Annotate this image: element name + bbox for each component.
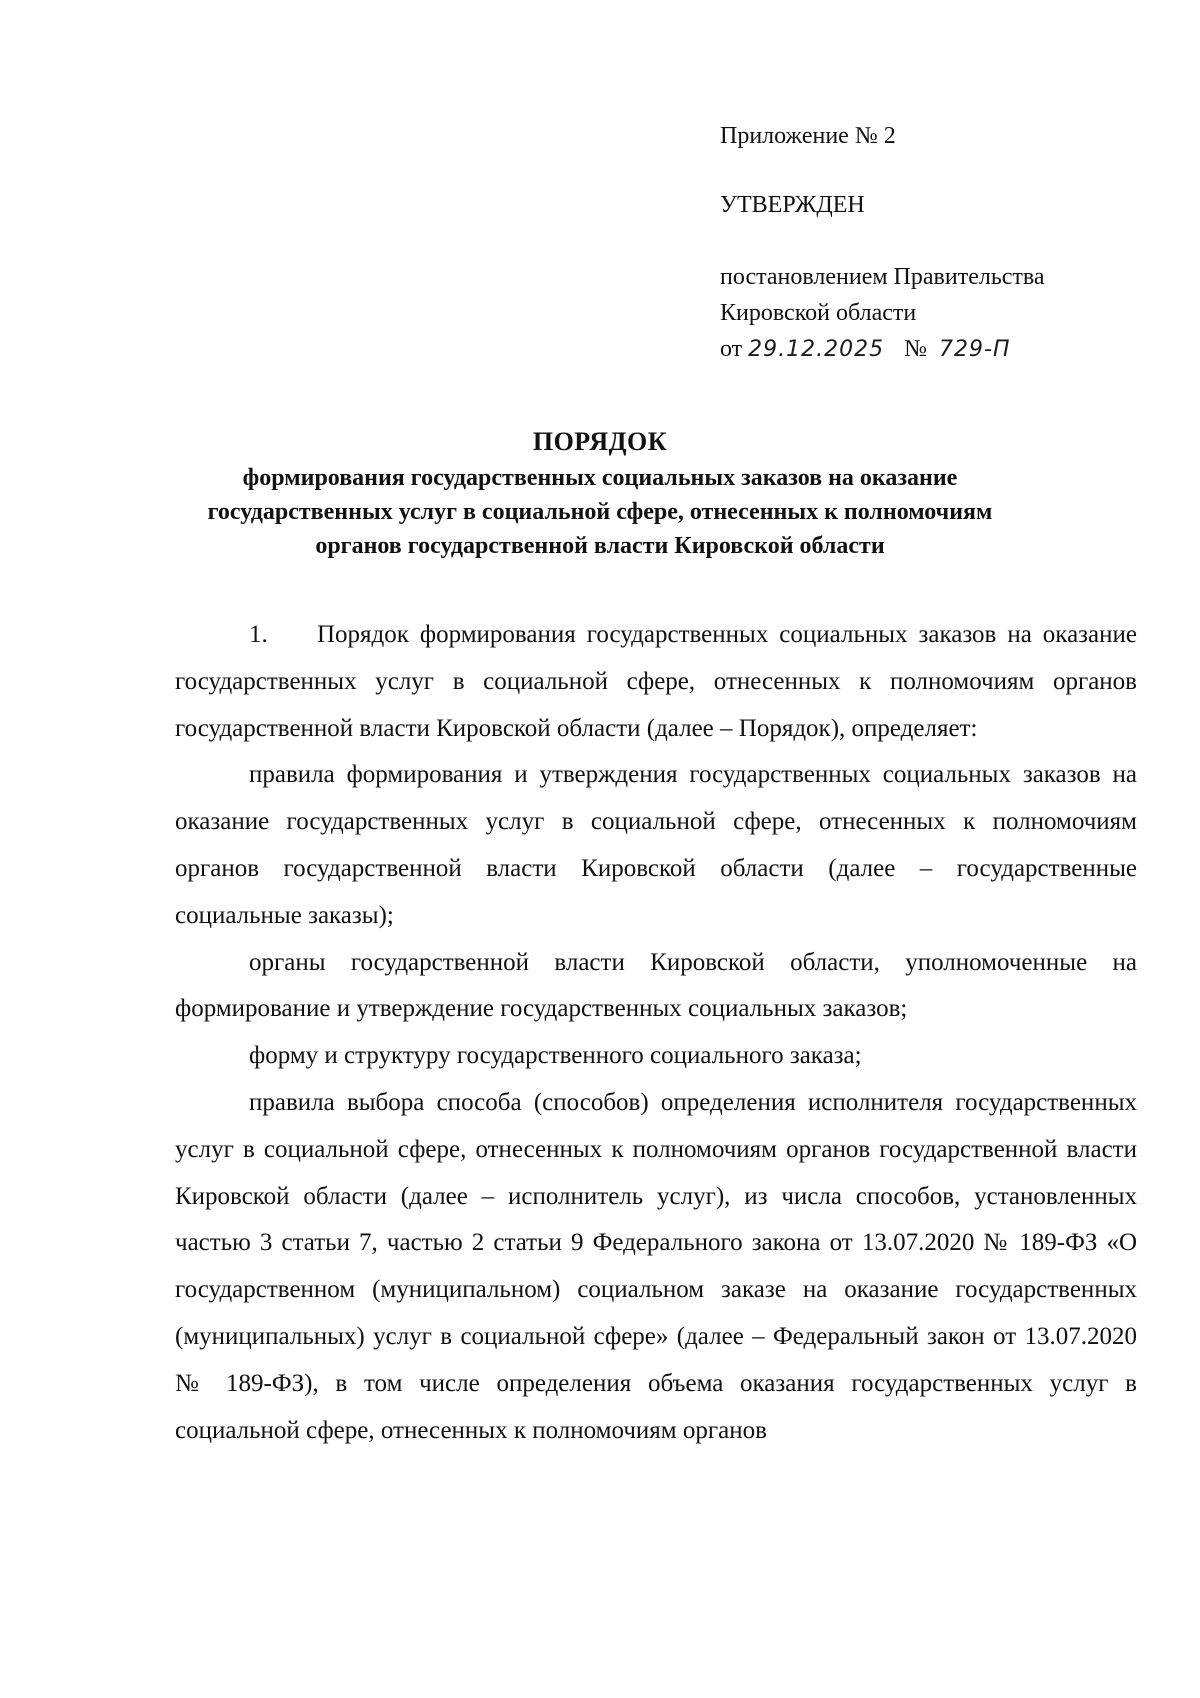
paragraph-3: органы государственной власти Кировской области, уполномоченные на формирование и утверждение государственных социальных заказов;	[175, 948, 1137, 1023]
document-subtitle-line-2: государственных услуг в социальной сфере, отнесенных к полномочиям	[207, 499, 993, 525]
from-label: от	[720, 336, 743, 362]
paragraph-2: правила формирования и утверждения государственных социальных заказов на оказание государственных услуг в социальной сфере, отнесенных к полномочиям органов государственной власти Кировской области (далее – государственные социальные заказы);	[175, 761, 1137, 929]
document-subtitle-line-3: органов государственной власти Кировской области	[315, 533, 885, 559]
paragraph-5: правила выбора способа (способов) определения исполнителя государственных услуг в социальной сфере, отнесенных к полномочиям органов государственной власти Кировской области (далее – исполнитель услуг), из числа способов, установленных частью 3 статьи 7, частью 2 статьи 9 Федерального закона от 13.07.2020 № 189-ФЗ «О государственном (муниципальном) социальном заказе на оказание государственных (муниципальных) услуг в социальной сфере» (далее – Федеральный закон от 13.07.2020 № 189-ФЗ), в том числе определения объема оказания государственных услуг в социальной сфере, отнесенных к полномочиям органов	[175, 1088, 1137, 1444]
annex-label: Приложение № 2	[720, 123, 896, 149]
approved-label: УТВЕРЖДЕН	[720, 192, 865, 218]
document-heading	[140, 424, 1060, 562]
paragraph-number: 1.	[249, 621, 268, 648]
authority-line-2: Кировской области	[720, 300, 917, 326]
handwritten-number: 729-П	[939, 337, 1011, 362]
authority-line-1: постановлением Правительства	[720, 264, 1045, 290]
document-title: ПОРЯДОК	[532, 427, 668, 456]
paragraph-4: форму и структуру государственного социального заказа;	[249, 1042, 862, 1070]
paragraph-1	[175, 612, 1137, 752]
handwritten-date: 29.12.2025	[748, 337, 885, 362]
decree-date-number	[720, 331, 1140, 367]
approval-authority	[720, 259, 1140, 367]
paragraph-1-text: Порядок формирования государственных социальных заказов на оказание государственных услуг в социальной сфере, отнесенных к полномочиям органов государственной власти Кировской области (далее – Порядок), определяет:	[175, 621, 1137, 742]
number-label: №	[904, 336, 928, 362]
document-body	[175, 612, 1137, 1454]
document-subtitle-line-1: формирования государственных социальных заказов на оказание	[242, 465, 958, 491]
